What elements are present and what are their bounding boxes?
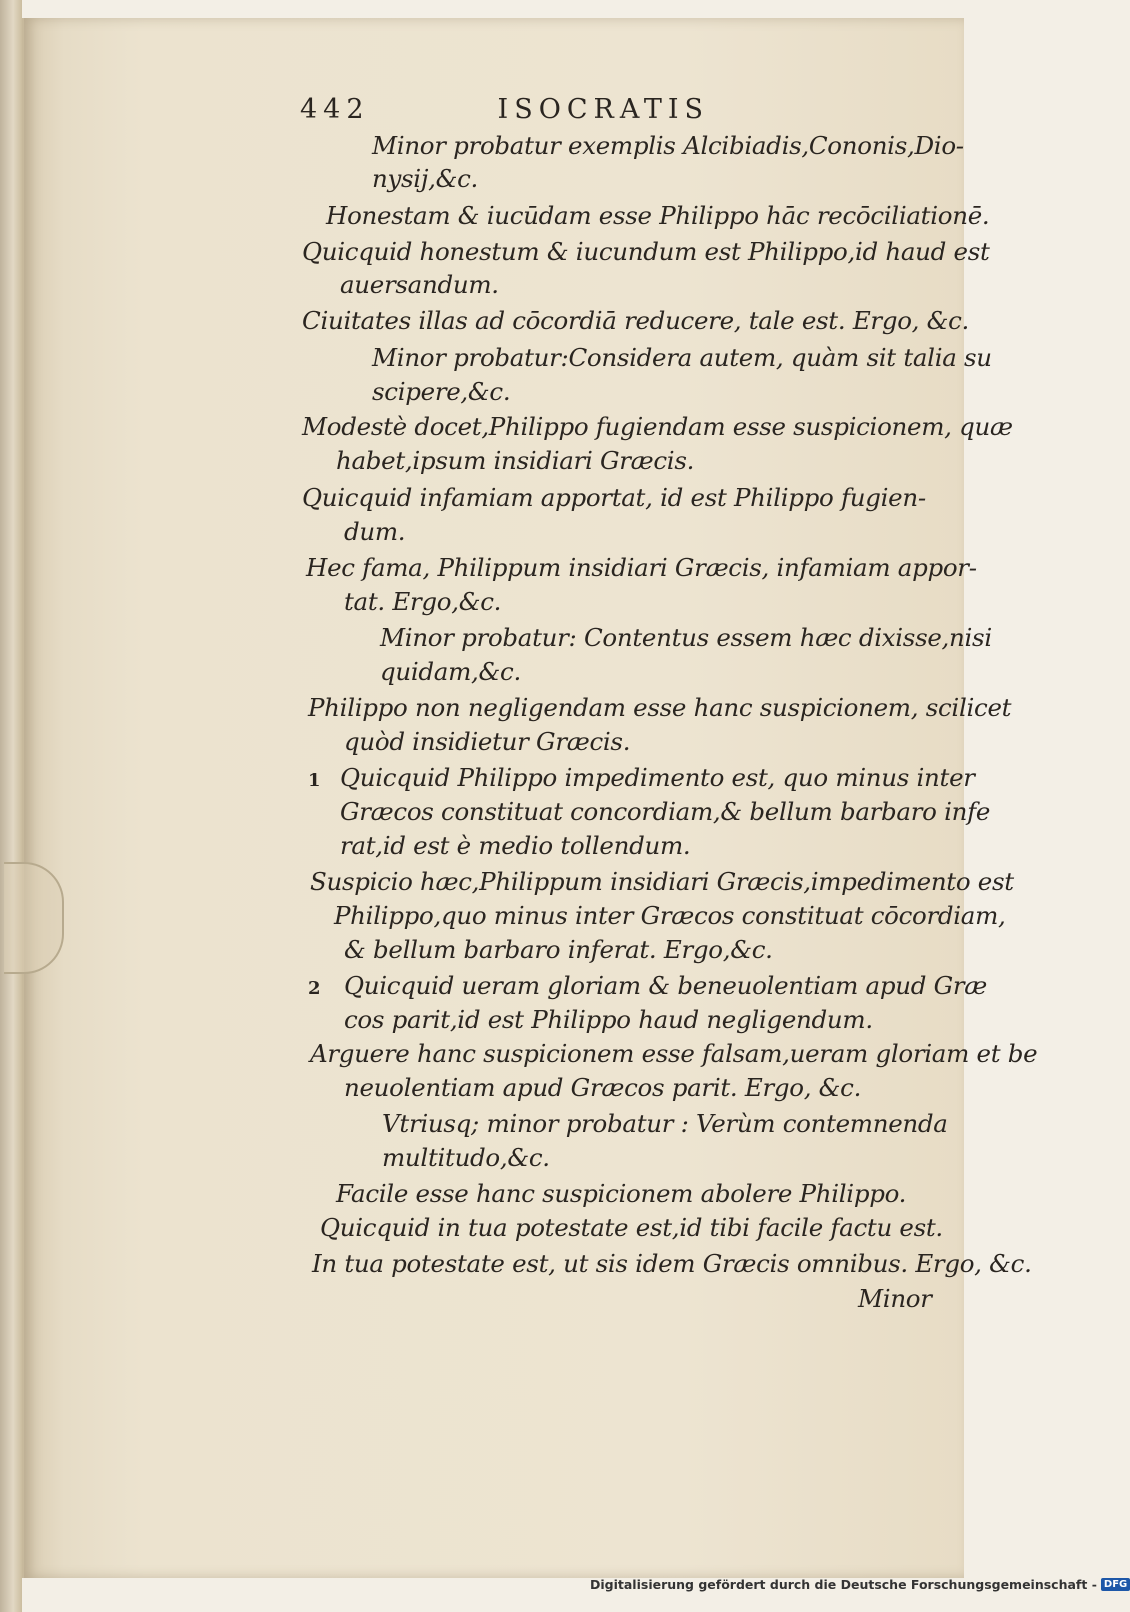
text-line: Quicquid ueram gloriam & beneuolentiam apud Græ [344, 971, 988, 1000]
text-line: neuolentiam apud Græcos parit. Ergo, &c. [344, 1073, 862, 1102]
text-line: & bellum barbaro inferat. Ergo,&c. [344, 935, 773, 964]
text-line: scipere,&c. [372, 377, 511, 406]
text-line: Facile esse hanc suspicionem abolere Philippo. [336, 1179, 907, 1208]
text-line: dum. [344, 517, 406, 546]
text-line: Arguere hanc suspicionem esse falsam,ueram gloriam et be [310, 1039, 1038, 1068]
text-line: Quicquid infamiam apportat, id est Philippo fugien- [302, 483, 926, 512]
text-line: Ciuitates illas ad cōcordiā reducere, tale est. Ergo, &c. [302, 306, 970, 335]
text-line: quidam,&c. [380, 657, 521, 686]
text-line: Minor probatur: Contentus essem hæc dixisse,nisi [380, 623, 992, 652]
text-line: Philippo,quo minus inter Græcos constituat cōcordiam, [334, 901, 1006, 930]
text-line: Minor probatur exemplis Alcibiadis,Cononis,Dio- [372, 131, 964, 160]
text-line: auersandum. [340, 270, 499, 299]
dfg-logo: DFG [1101, 1578, 1130, 1591]
running-title: ISOCRATIS [497, 94, 710, 125]
page-number: 442 [300, 94, 370, 125]
text-line: cos parit,id est Philippo haud negligendum. [344, 1005, 873, 1034]
digitization-footer [590, 1577, 1130, 1592]
text-line: Minor probatur:Considera autem, quàm sit talia su [372, 343, 992, 372]
text-line: quòd insidietur Græcis. [344, 727, 631, 756]
text-line: nysij,&c. [372, 164, 479, 193]
text-line: multitudo,&c. [382, 1143, 550, 1172]
catchword: Minor [858, 1284, 932, 1313]
text-line: Philippo non negligendam esse hanc suspicionem, scilicet [308, 693, 1012, 722]
text-line: Suspicio hæc,Philippum insidiari Græcis,impedimento est [310, 867, 1014, 896]
text-line: Quicquid in tua potestate est,id tibi facile factu est. [320, 1213, 943, 1242]
text-line: habet,ipsum insidiari Græcis. [336, 446, 695, 475]
text-line: Vtriusq; minor probatur : Verùm contemnenda [382, 1109, 948, 1138]
footer-text: Digitalisierung gefördert durch die Deutsche Forschungsgemeinschaft - [590, 1577, 1097, 1592]
text-line: Hec fama, Philippum insidiari Græcis, infamiam appor- [306, 553, 977, 582]
text-line: Modestè docet,Philippo fugiendam esse suspicionem, quæ [302, 412, 1013, 441]
text-line: In tua potestate est, ut sis idem Græcis omnibus. Ergo, &c. [312, 1249, 1032, 1278]
margin-number: 1 [308, 770, 321, 791]
text-line: Honestam & iucūdam esse Philippo hāc recōciliationē. [326, 201, 990, 230]
margin-number: 2 [308, 978, 321, 999]
text-line: tat. Ergo,&c. [344, 587, 502, 616]
text-line: Græcos constituat concordiam,& bellum barbaro infe [340, 797, 991, 826]
text-line: Quicquid Philippo impedimento est, quo minus inter [340, 763, 975, 792]
text-line: rat,id est è medio tollendum. [340, 831, 691, 860]
text-line: Quicquid honestum & iucundum est Philippo,id haud est [302, 237, 990, 266]
